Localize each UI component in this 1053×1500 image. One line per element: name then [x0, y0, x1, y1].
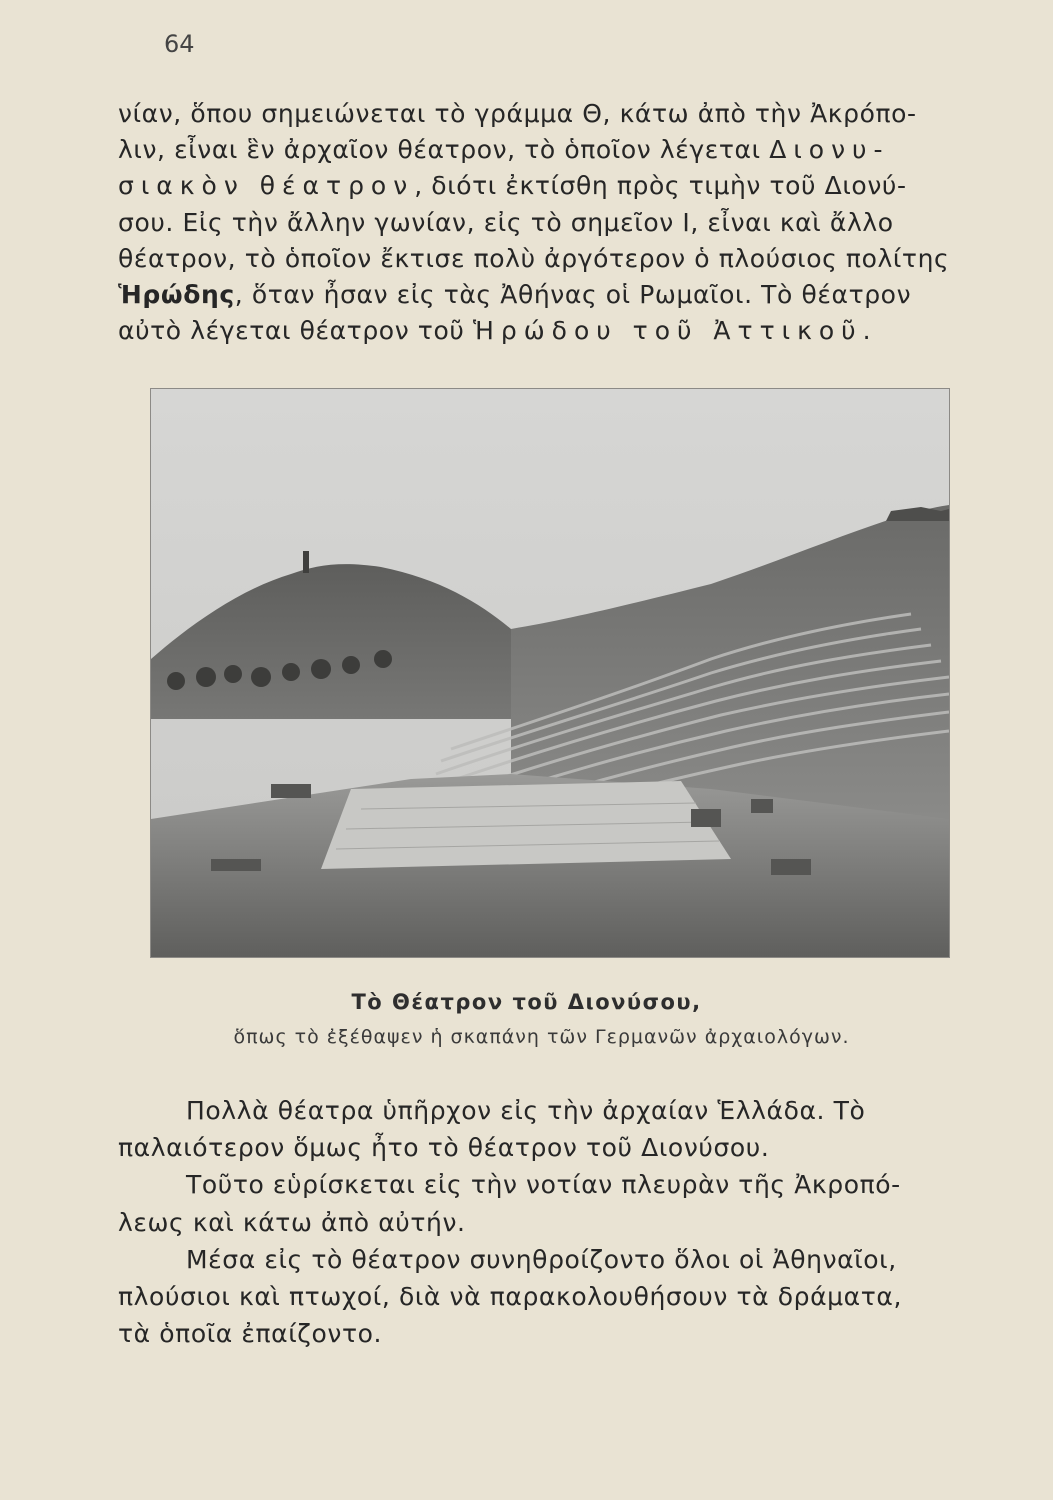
- text-line: [118, 96, 984, 132]
- bold-term-herodes: Ἡρώδης: [118, 280, 235, 310]
- text-line: τὰ ὁποῖα ἐπαίζοντο.: [118, 1319, 383, 1349]
- top-paragraph: [118, 96, 984, 349]
- text-segment: , ὅταν ἦσαν εἰς τὰς Ἀθήνας οἱ Ρωμαῖοι. Τὸ θέατρον: [234, 280, 912, 310]
- text-line: [118, 168, 984, 204]
- theatre-photo-illustration: [151, 389, 949, 957]
- paragraph: [118, 1241, 984, 1353]
- text-line: Πολλὰ θέατρα ὑπῆρχον εἰς τὴν ἀρχαίαν Ἑλλάδα. Τὸ: [186, 1096, 866, 1125]
- text-line: Τοῦτο εὑρίσκεται εἰς τὴν νοτίαν πλευρὰν τῆς Ἀκροπό-: [186, 1170, 901, 1200]
- text-segment: , διότι ἐκτίσθη πρὸς τιμὴν τοῦ Διονύ-: [414, 171, 907, 201]
- figure-caption-subtitle: ὅπως τὸ ἐξέθαψεν ἡ σκαπάνη τῶν Γερμανῶν ἀρχαιολόγων.: [233, 1026, 850, 1048]
- spaced-term-dionysiac: Διονυ-: [769, 135, 890, 165]
- page-number: 64: [164, 30, 195, 58]
- spaced-term-theatre: σιακὸν θέατρον: [118, 171, 415, 201]
- text-line: [118, 241, 984, 277]
- text-segment: θέατρον, τὸ ὁποῖον ἔκτισε πολὺ ἀργότερον ὁ πλούσιος πολίτης: [118, 243, 950, 273]
- text-line: πλούσιοι καὶ πτωχοί, διὰ νὰ παρακολουθήσουν τὰ δράματα,: [118, 1282, 903, 1312]
- text-segment: σου. Εἰς τὴν ἄλλην γωνίαν, εἰς τὸ σημεῖον Ι, εἶναι καὶ ἄλλο: [118, 207, 894, 237]
- text-line: λεως καὶ κάτω ἀπὸ αὐτήν.: [118, 1207, 466, 1237]
- text-line: [118, 277, 984, 313]
- text-line: παλαιότερον ὅμως ἦτο τὸ θέατρον τοῦ Διονύσου.: [118, 1133, 770, 1163]
- text-segment: νίαν, ὅπου σημειώνεται τὸ γράμμα Θ, κάτω ἀπὸ τὴν Ἀκρόπο-: [118, 99, 917, 128]
- paragraph: [118, 1092, 984, 1166]
- figure-caption-title: Τὸ Θέατρον τοῦ Διονύσου,: [351, 990, 702, 1014]
- text-line: [118, 205, 984, 241]
- theatre-photograph: [150, 388, 950, 958]
- spaced-term-herodes-atticus: Ἡρώδου τοῦ Ἀττικοῦ.: [472, 316, 878, 346]
- paragraph: [118, 1166, 984, 1240]
- body-text: [118, 1092, 984, 1352]
- text-line: Μέσα εἰς τὸ θέατρον συνηθροίζοντο ὅλοι οἱ Ἀθηναῖοι,: [186, 1244, 897, 1274]
- text-segment: λιν, εἶναι ἓν ἀρχαῖον θέατρον, τὸ ὁποῖον λέγεται: [118, 135, 770, 165]
- text-line: [118, 132, 984, 168]
- text-segment: αὐτὸ λέγεται θέατρον τοῦ: [118, 316, 473, 346]
- text-line: [118, 313, 984, 349]
